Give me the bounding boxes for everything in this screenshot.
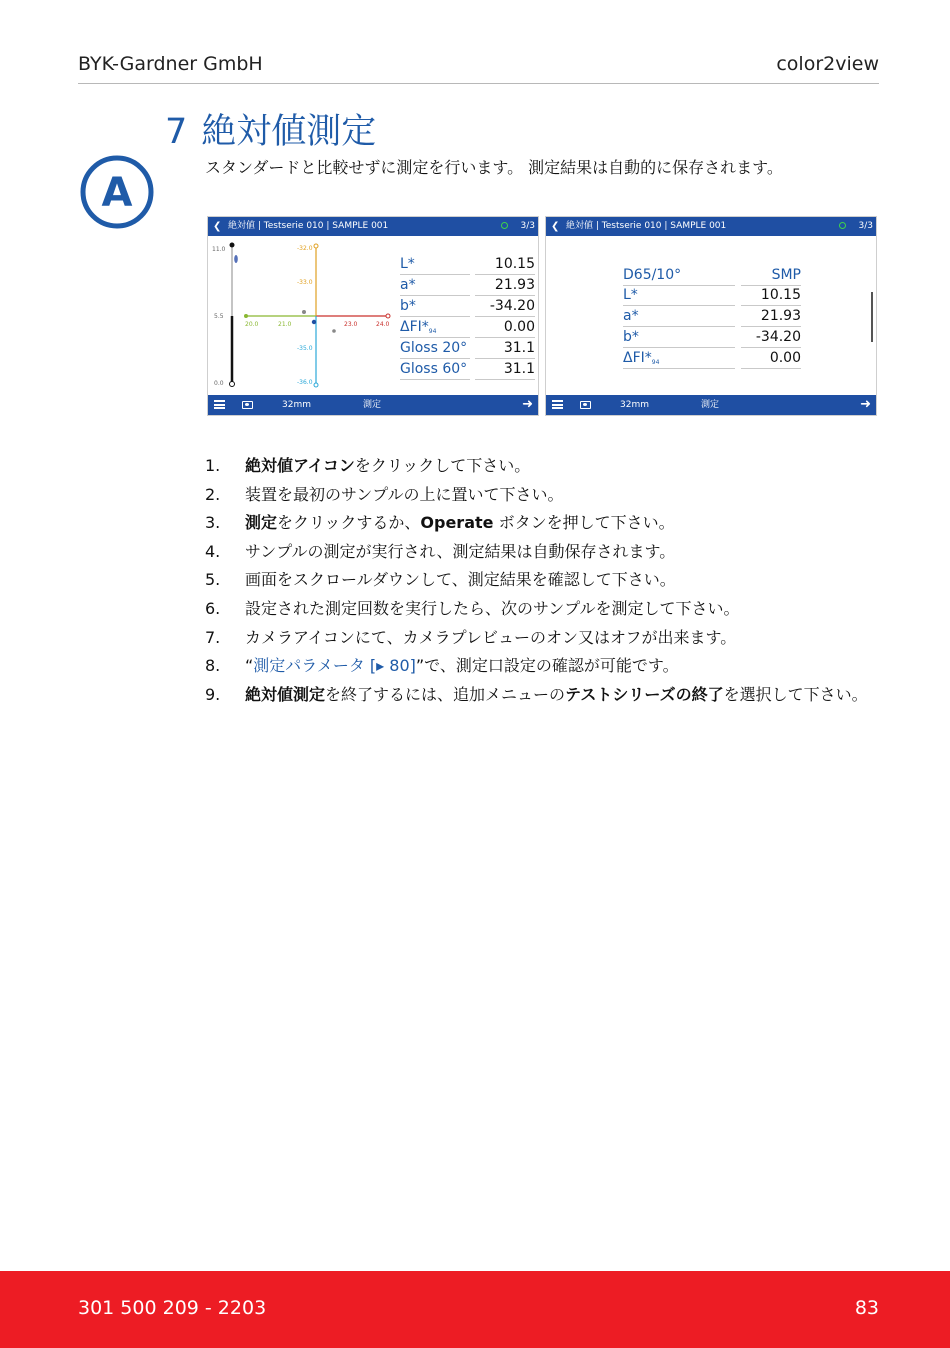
b-tick-3: -35.0 bbox=[297, 345, 313, 352]
measure-button[interactable]: 測定 bbox=[701, 400, 720, 410]
screen-title-bar bbox=[208, 217, 538, 236]
a-marker-right bbox=[386, 314, 390, 318]
arrow-right-icon[interactable]: ➜ bbox=[860, 397, 871, 412]
instruction-steps bbox=[205, 456, 885, 713]
device-screen-values bbox=[545, 216, 877, 416]
arrow-right-icon[interactable]: ➜ bbox=[522, 397, 533, 412]
b-marker-top bbox=[314, 244, 318, 248]
values-table bbox=[623, 265, 801, 375]
aperture-label: 32mm bbox=[620, 400, 649, 410]
aperture-label: 32mm bbox=[282, 400, 311, 410]
step-4: 4. サンプルの測定が実行され、測定結果は自動保存されます。 bbox=[205, 541, 676, 561]
scrollbar[interactable] bbox=[871, 292, 873, 342]
device-screen-chart bbox=[207, 216, 539, 416]
chapter-heading: 絶対値測定 bbox=[201, 112, 377, 152]
back-icon[interactable]: ❮ bbox=[551, 221, 560, 232]
measurement-parameters-link[interactable]: 測定パラメータ [▸ 80] bbox=[253, 656, 416, 676]
step-9: 9. 絶対値測定を終了するには、追加メニューのテストシリーズの終了を選択して下さい。 bbox=[205, 684, 868, 704]
badge-letter: A bbox=[101, 170, 133, 216]
status-dot-icon bbox=[839, 222, 846, 229]
step-6: 6. 設定された測定回数を実行したら、次のサンプルを測定して下さい。 bbox=[205, 598, 740, 618]
l-tick-mid: 5.5 bbox=[214, 313, 224, 320]
a-tick-2: 21.0 bbox=[278, 321, 292, 328]
a-tick-1: 20.0 bbox=[245, 321, 259, 328]
screen-title: 絶対値 | Testserie 010 | SAMPLE 001 bbox=[566, 221, 727, 231]
step-1: 1. 絶対値アイコンをクリックして下さい。 bbox=[205, 456, 531, 475]
camera-icon[interactable] bbox=[242, 401, 253, 409]
value-row-b: b* -34.20 bbox=[623, 327, 801, 348]
step-5: 5. 画面をスクロールダウンして、測定結果を確認して下さい。 bbox=[205, 570, 676, 590]
chapter-title bbox=[165, 104, 376, 154]
values-table bbox=[400, 254, 535, 384]
l-marker-top bbox=[230, 243, 235, 248]
step-3: 3. 測定をクリックするか、Operate ボタンを押して下さい。 bbox=[205, 513, 675, 533]
value-row-a: a* 21.93 bbox=[400, 275, 535, 296]
value-row-gloss20: Gloss 20° 31.1 bbox=[400, 338, 535, 359]
absolute-mode-icon bbox=[80, 155, 154, 229]
b-tick-1: -32.0 bbox=[297, 245, 313, 252]
ab-point-blue bbox=[312, 320, 316, 324]
b-tick-2: -33.0 bbox=[297, 279, 313, 286]
a-tick-4: 24.0 bbox=[376, 321, 390, 328]
menu-icon[interactable] bbox=[552, 400, 563, 409]
document-number: 301 500 209 - 2203 bbox=[78, 1297, 267, 1319]
value-row-dfi: $\Delta FI*_{94}$ 0.00 bbox=[400, 317, 535, 338]
ab-point-grey-2 bbox=[332, 329, 336, 333]
b-marker-bottom bbox=[314, 383, 318, 387]
l-marker-bottom bbox=[230, 382, 235, 387]
intro-text: スタンダードと比較せずに測定を行います。 測定結果は自動的に保存されます。 bbox=[205, 158, 783, 177]
value-row-dfi: $\Delta FI*_{94}$ 0.00 bbox=[623, 348, 801, 369]
back-icon[interactable]: ❮ bbox=[213, 221, 222, 232]
value-row-l: L* 10.15 bbox=[400, 254, 535, 275]
b-tick-4: -36.0 bbox=[297, 379, 313, 386]
step-2: 2. 装置を最初のサンプルの上に置いて下さい。 bbox=[205, 484, 564, 504]
ab-point-grey-1 bbox=[302, 310, 306, 314]
l-tick-max: 11.0 bbox=[212, 246, 226, 253]
color-difference-chart bbox=[208, 236, 398, 397]
page-indicator: 3/3 bbox=[520, 221, 535, 231]
a-tick-3: 23.0 bbox=[344, 321, 358, 328]
value-row-l: L* 10.15 bbox=[623, 285, 801, 306]
camera-icon[interactable] bbox=[580, 401, 591, 409]
screen-bottom-bar bbox=[208, 395, 538, 415]
value-row-b: b* -34.20 bbox=[400, 296, 535, 317]
page-indicator: 3/3 bbox=[858, 221, 873, 231]
screen-bottom-bar bbox=[546, 395, 876, 415]
status-dot-icon bbox=[501, 222, 508, 229]
value-row-gloss60: Gloss 60° 31.1 bbox=[400, 359, 535, 380]
value-header-row: D65/10° SMP bbox=[623, 265, 801, 286]
menu-icon[interactable] bbox=[214, 400, 225, 409]
screen-title: 絶対値 | Testserie 010 | SAMPLE 001 bbox=[228, 221, 389, 231]
step-8: 8. “測定パラメータ [▸ 80]”で、測定口設定の確認が可能です。 bbox=[205, 656, 679, 676]
measure-button[interactable]: 測定 bbox=[363, 400, 382, 410]
screen-title-bar bbox=[546, 217, 876, 236]
company-name: BYK-Gardner GmbH bbox=[78, 53, 263, 75]
header-divider bbox=[78, 83, 879, 84]
product-name: color2view bbox=[776, 53, 879, 75]
page-number: 83 bbox=[854, 1297, 879, 1319]
value-row-a: a* 21.93 bbox=[623, 306, 801, 327]
l-tick-min: 0.0 bbox=[214, 380, 224, 387]
step-7: 7. カメラアイコンにて、カメラプレビューのオン又はオフが出来ます。 bbox=[205, 627, 737, 647]
chapter-number: 7 bbox=[165, 112, 188, 152]
l-point bbox=[234, 255, 238, 263]
page-footer bbox=[0, 1271, 950, 1348]
a-marker-left bbox=[244, 314, 248, 318]
